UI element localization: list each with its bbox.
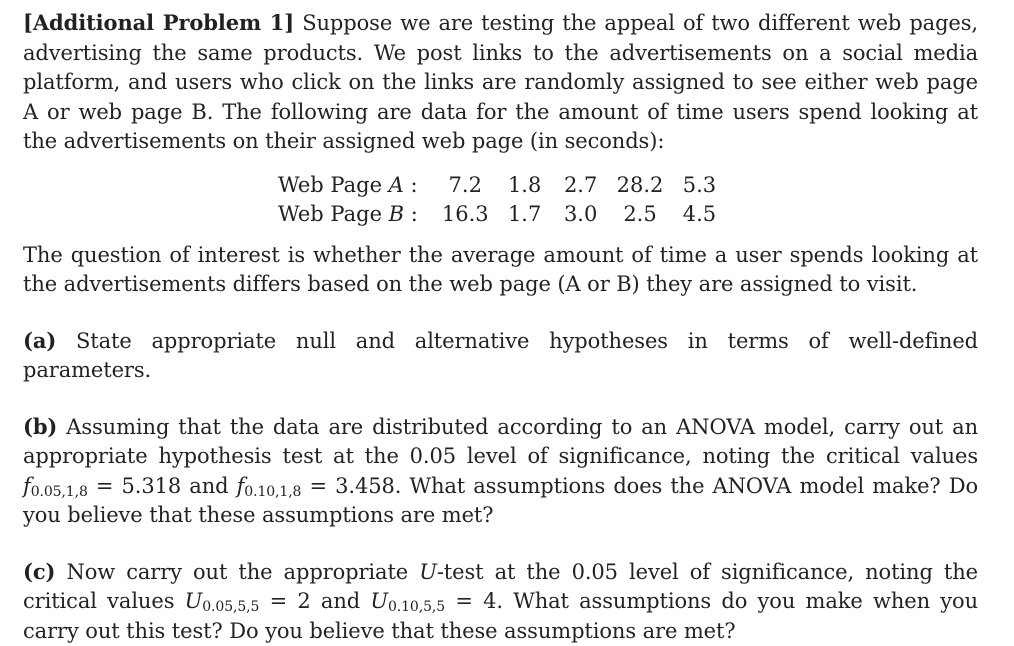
table-cell: 4.5 [671,200,727,229]
table-cell: 1.8 [497,171,553,200]
problem-heading: [Additional Problem 1] [23,10,294,35]
part-b: (b) Assuming that the data are distributed according to an ANOVA model, carry out an appropriate hypothesis test at the 0.05 level of significance, noting the critical values $f_{0.05,1,8} = 5.318$ and $f_{0.10,1,8} = 3.458$. What assumptions does the ANOVA model make? Do you believe that these assumptions are met? [23,412,978,531]
problem-document [23,4,978,646]
table-cell: 1.7 [497,200,553,229]
table-cell: 3.0 [553,200,609,229]
table-cell: 5.3 [671,171,727,200]
row-label: Web Page B : [278,200,434,229]
web-page-data-table [278,171,727,229]
table-cell: 2.7 [553,171,609,200]
part-b-label: (b) [23,414,57,439]
table-row-web-page-b [278,200,727,229]
part-a-text: State appropriate null and alternative hypotheses in terms of well-defined parameters. [23,329,978,383]
row-label: Web Page A : [278,171,434,200]
table-cell: 7.2 [434,171,497,200]
table-cell: 2.5 [609,200,672,229]
table-cell: 16.3 [434,200,497,229]
part-a-label: (a) [23,328,56,353]
problem-intro-text: Suppose we are testing the appeal of two different web pages, advertising the same products. We post links to the advertisements on a social media platform, and users who click on the links are randomly assigned to see either web page A or web page B. The following are data for the amount of time users spend looking at the advertisements on their assigned web page (in seconds): [23,11,978,153]
table-row-web-page-a [278,171,727,200]
part-c: (c) Now carry out the appropriate U-test at the 0.05 level of significance, noting the critical values $U_{0.05,5,5} = 2$ and $U_{0.10,5,5} = 4$. What assumptions do you make when you carry out this test? Do you believe that these assumptions are met? [23,557,978,646]
table-cell: 28.2 [609,171,672,200]
problem-intro-paragraph [23,8,978,157]
part-a [23,326,978,386]
question-of-interest: The question of interest is whether the average amount of time a user spends looking at the advertisements differs based on the web page (A or B) they are assigned to visit. [23,241,978,300]
part-c-label: (c) [23,559,55,584]
